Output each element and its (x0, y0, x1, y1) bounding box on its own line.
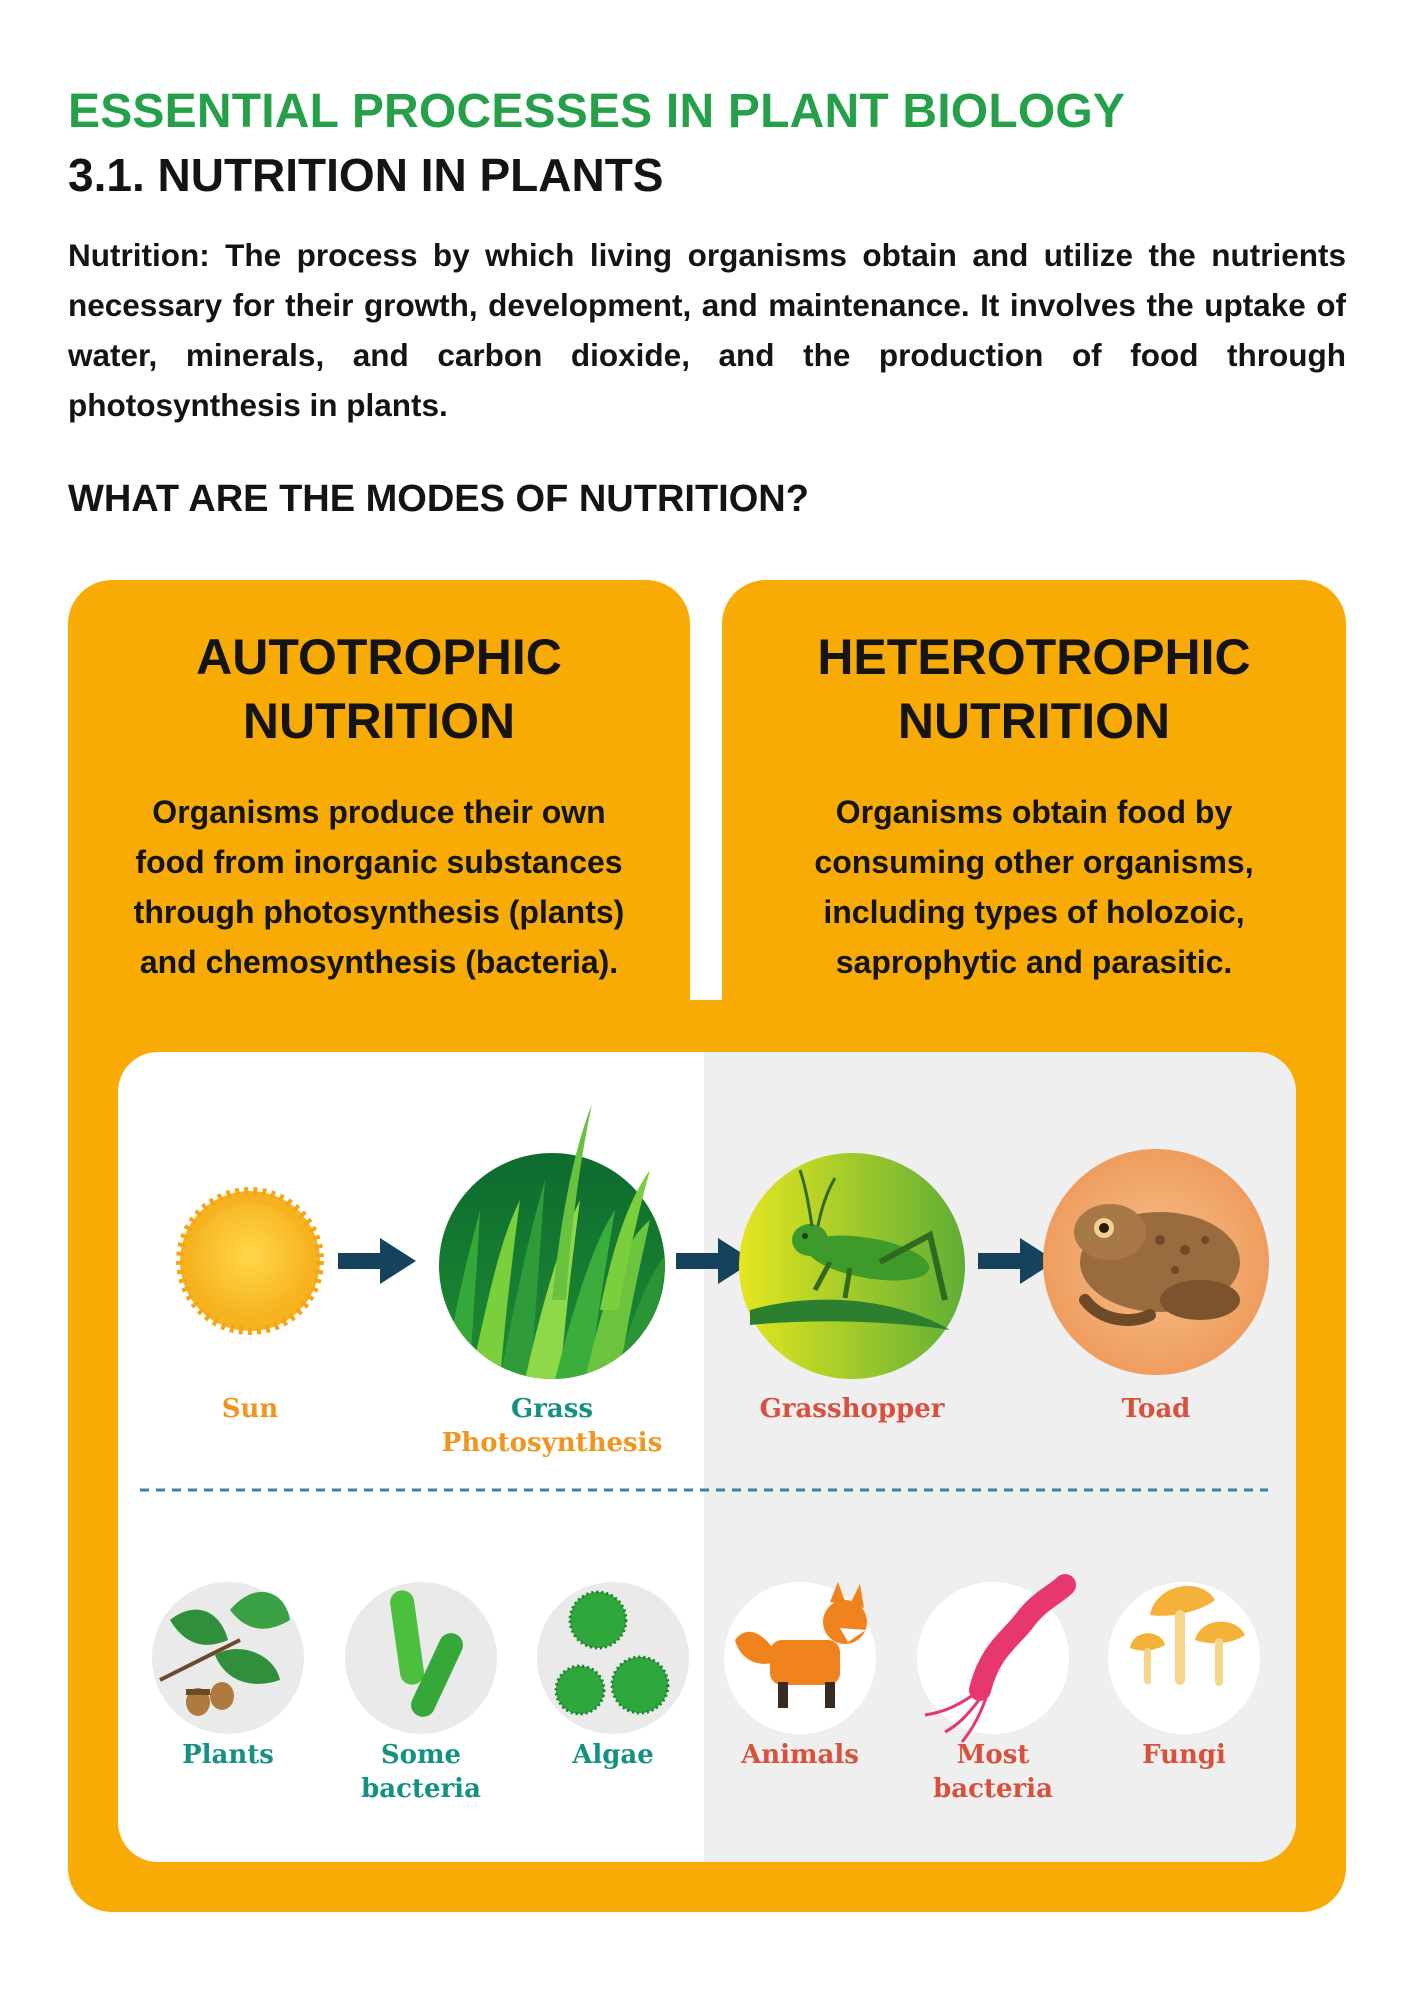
document-subject: ESSENTIAL PROCESSES IN PLANT BIOLOGY (68, 85, 1126, 138)
algae-icon (537, 1582, 689, 1734)
animals-label: Animals (741, 1740, 859, 1770)
toad-icon (1043, 1149, 1269, 1375)
photosynthesis-label: Photosynthesis (441, 1428, 663, 1458)
sun-label: Sun (221, 1394, 279, 1424)
plants-icon (152, 1582, 304, 1734)
toad-label: Toad (1121, 1394, 1191, 1424)
section-title: 3.1. NUTRITION IN PLANTS (68, 149, 664, 201)
autotrophic-description: Organisms produce their own food from inorganic substances through photosynthesis (plants) and chemosynthesis (bacteria). (133, 794, 625, 980)
heterotrophic-title: HETEROTROPHIC NUTRITION (817, 629, 1251, 749)
fungi-label: Fungi (1142, 1740, 1226, 1770)
most-bacteria-label: Most bacteria (933, 1740, 1053, 1804)
grasshopper-icon (739, 1153, 965, 1379)
grass-icon (439, 1104, 670, 1380)
grasshopper-label: Grasshopper (759, 1394, 945, 1424)
fungi-icon (1108, 1582, 1260, 1734)
most-bacteria-icon (917, 1582, 1069, 1742)
algae-label: Algae (572, 1740, 654, 1770)
sun-icon (180, 1191, 320, 1331)
some-bacteria-label: Some bacteria (361, 1740, 481, 1804)
plants-label: Plants (182, 1740, 274, 1770)
grass-label: Grass (510, 1394, 594, 1424)
heterotrophic-description: Organisms obtain food by consuming other organisms, including types of holozoic, saprophytic and parasitic. (814, 794, 1254, 980)
autotrophic-title: AUTOTROPHIC NUTRITION (196, 629, 562, 749)
nutrition-definition: Nutrition: The process by which living organisms obtain and utilize the nutrients necessary for their growth, development, and maintenance. It involves the uptake of water, minerals, and carbon dioxide, and the production of food through photosynthesis in plants. (68, 237, 1346, 423)
some-bacteria-icon (345, 1582, 497, 1734)
animals-icon (724, 1582, 876, 1734)
modes-question: WHAT ARE THE MODES OF NUTRITION? (68, 478, 809, 520)
arrow-icon (338, 1238, 416, 1284)
